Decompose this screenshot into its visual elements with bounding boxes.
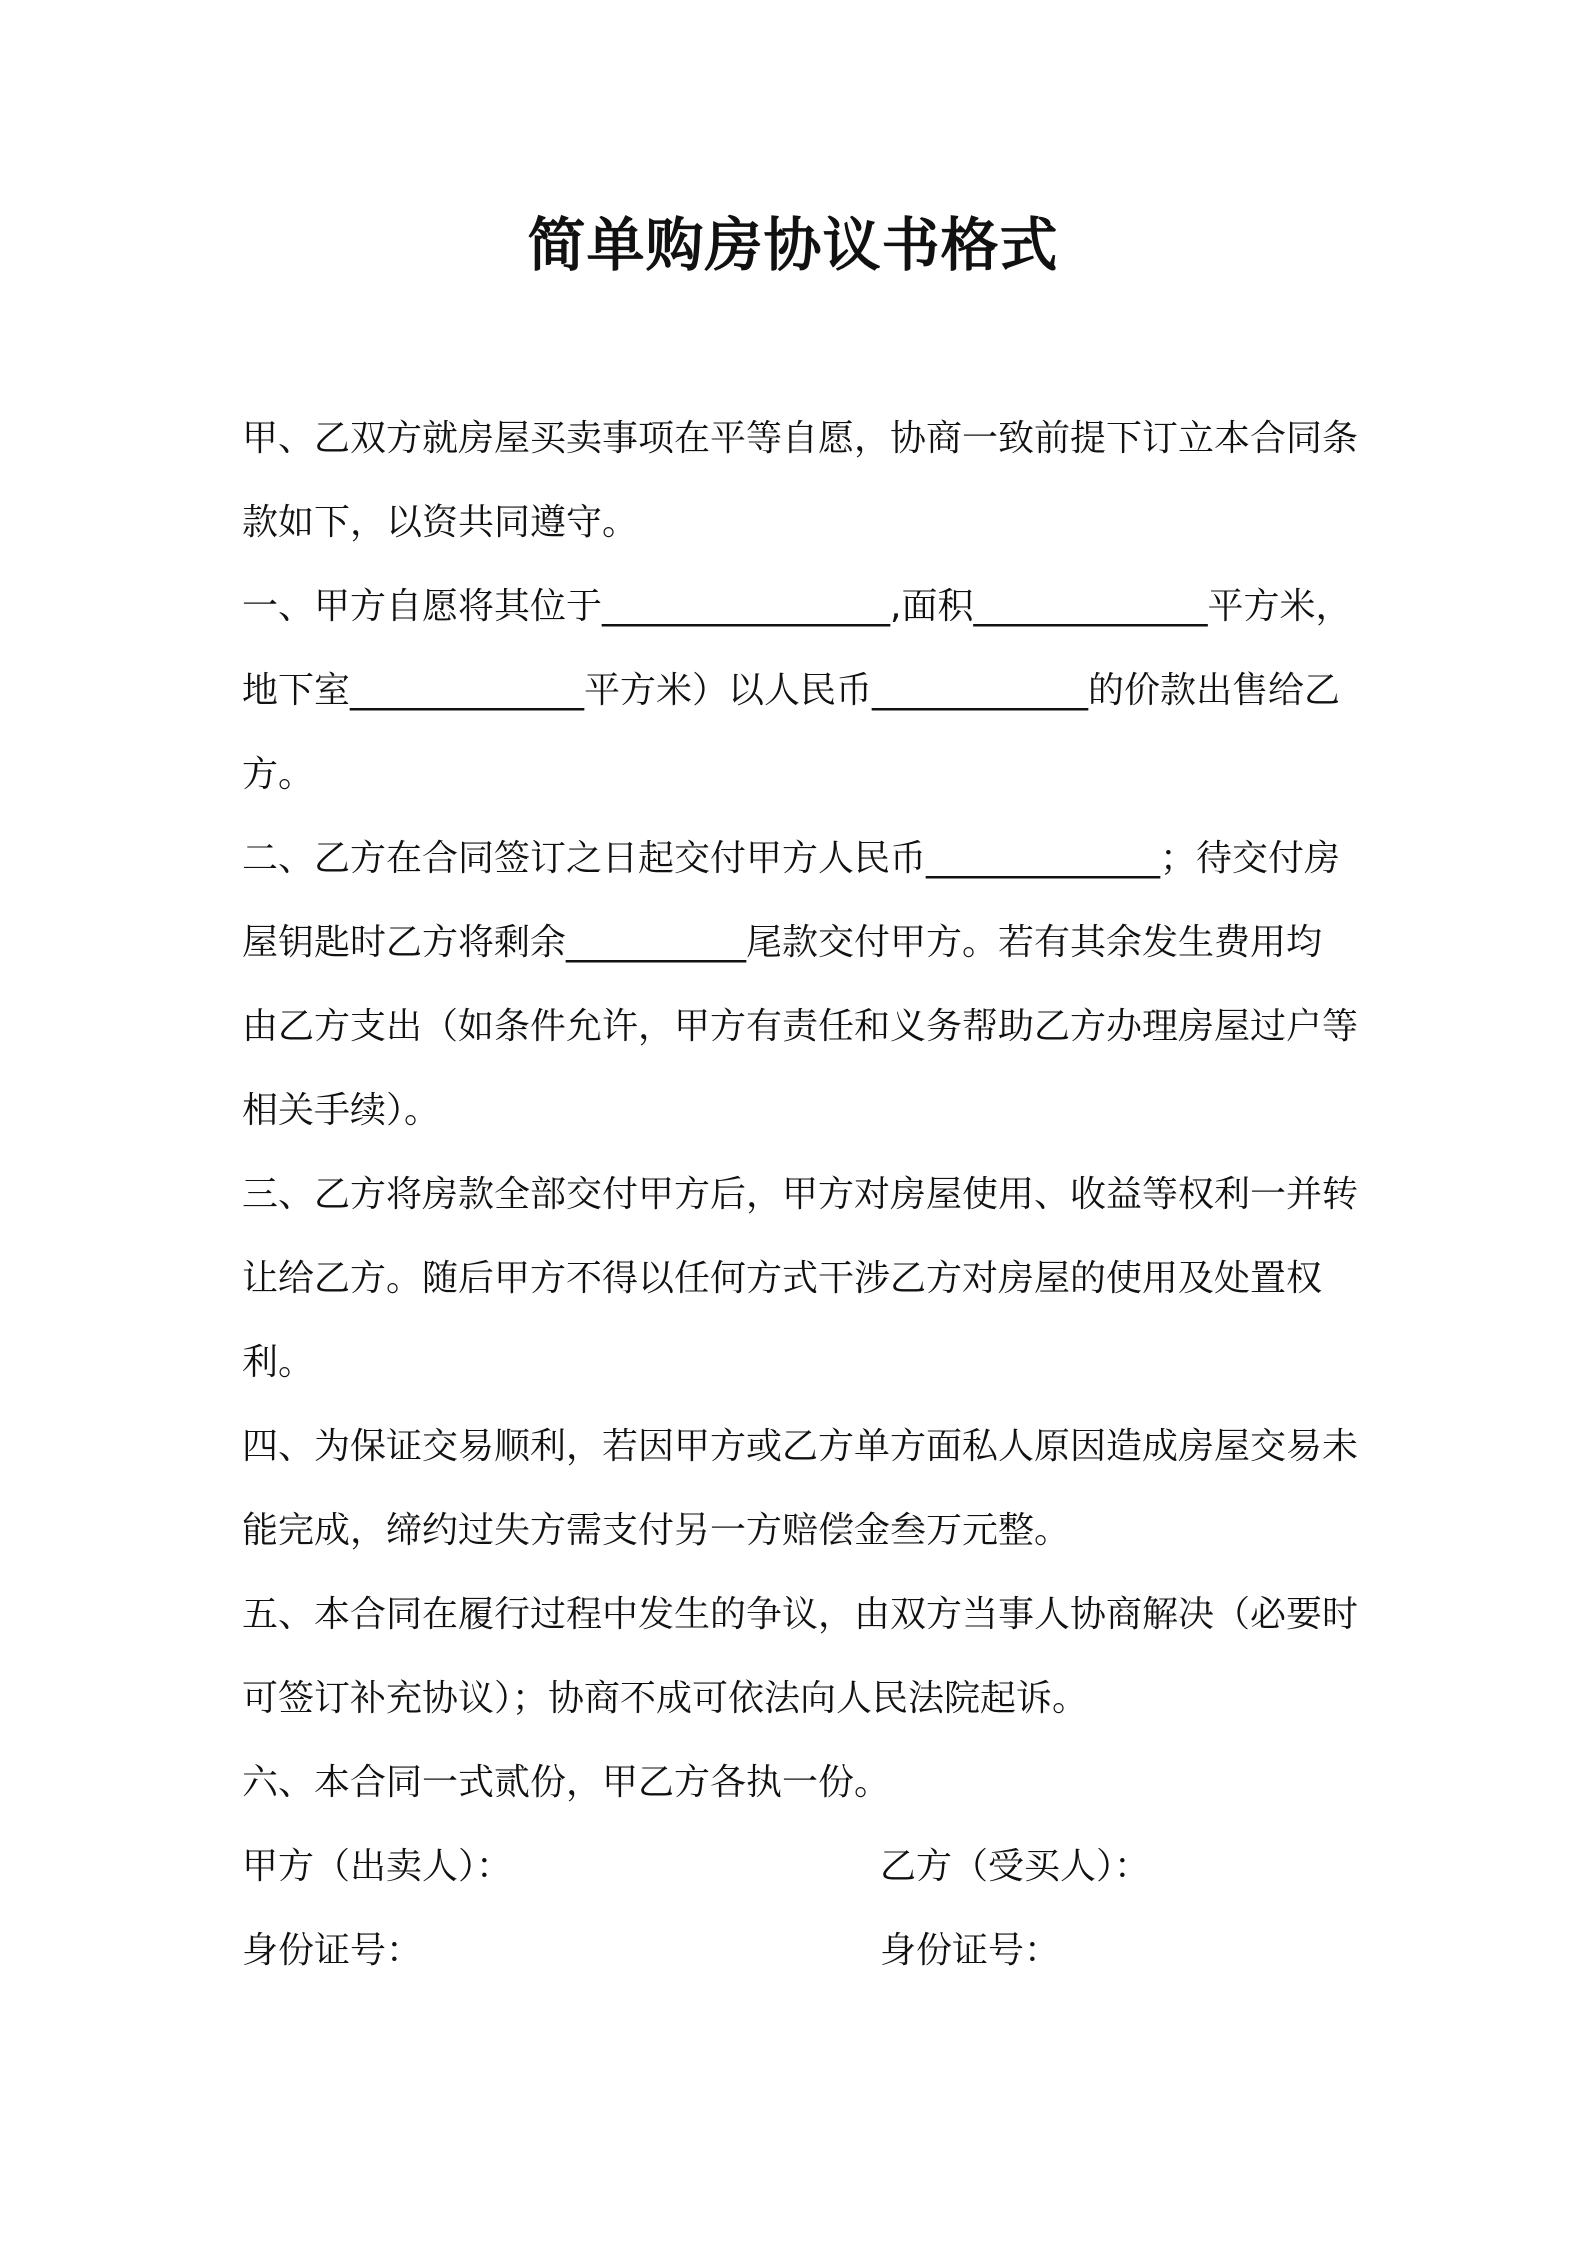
clause-3-paragraph: 三、乙方将房款全部交付甲方后，甲方对房屋使用、收益等权利一并转让给乙方。随后甲方不得以任何方式干涉乙方对房屋的使用及处置权利。 (242, 1174, 1359, 1383)
party-a-id-label: 身份证号： (242, 1930, 423, 1971)
basement-area-blank: _____________ (350, 670, 585, 711)
location-blank: ________________ (602, 586, 891, 627)
document-body (242, 397, 1358, 1993)
area-blank: _____________ (973, 586, 1208, 627)
clause-6-paragraph: 六、本合同一式贰份，甲乙方各执一份。 (242, 1762, 891, 1803)
signature-party-row (242, 1825, 1358, 1909)
clause-2-paragraph (242, 817, 1358, 1153)
document-title: 简单购房协议书格式 (527, 211, 1059, 279)
clause-1-paragraph (242, 565, 1358, 817)
signature-id-row (242, 1909, 1358, 1993)
deposit-blank: _____________ (926, 838, 1161, 879)
clause-2-text-3: 尾款交付甲方。若有其余发生费用均由乙方支出（如条件允许，甲方有责任和义务帮助乙方办理房屋过户等相关手续）。 (242, 922, 1359, 1131)
clause-5-paragraph: 五、本合同在履行过程中发生的争议，由双方当事人协商解决（必要时可签订补充协议）；协商不成可依法向人民法院起诉。 (242, 1594, 1359, 1719)
clause-1-text-4: 平方米）以人民币 (584, 670, 873, 711)
clause-2-text-2: ；待交付房屋钥匙时乙方将剩余 (242, 838, 1341, 963)
balance-blank: __________ (566, 922, 747, 963)
clause-2-text-1: 二、乙方在合同签订之日起交付甲方人民币 (242, 838, 927, 879)
party-b-id-label: 身份证号： (880, 1930, 1061, 1971)
clause-1-text-1: 一、甲方自愿将其位于 (242, 586, 603, 627)
party-a-label: 甲方（出卖人）： (242, 1846, 513, 1887)
clause-1-text-2: ,面积 (890, 586, 974, 627)
intro-paragraph: 甲、乙双方就房屋买卖事项在平等自愿，协商一致前提下订立本合同条款如下，以资共同遵守。 (242, 418, 1359, 543)
party-b-label: 乙方（受买人）： (880, 1846, 1151, 1887)
clause-4-paragraph: 四、为保证交易顺利，若因甲方或乙方单方面私人原因造成房屋交易未能完成，缔约过失方需支付另一方赔偿金叁万元整。 (242, 1426, 1359, 1551)
clause-1-text-3: 平方米，地下室 (242, 586, 1352, 711)
price-blank: ____________ (872, 670, 1089, 711)
clause-1-text-5: 的价款出售给乙方。 (242, 670, 1341, 795)
